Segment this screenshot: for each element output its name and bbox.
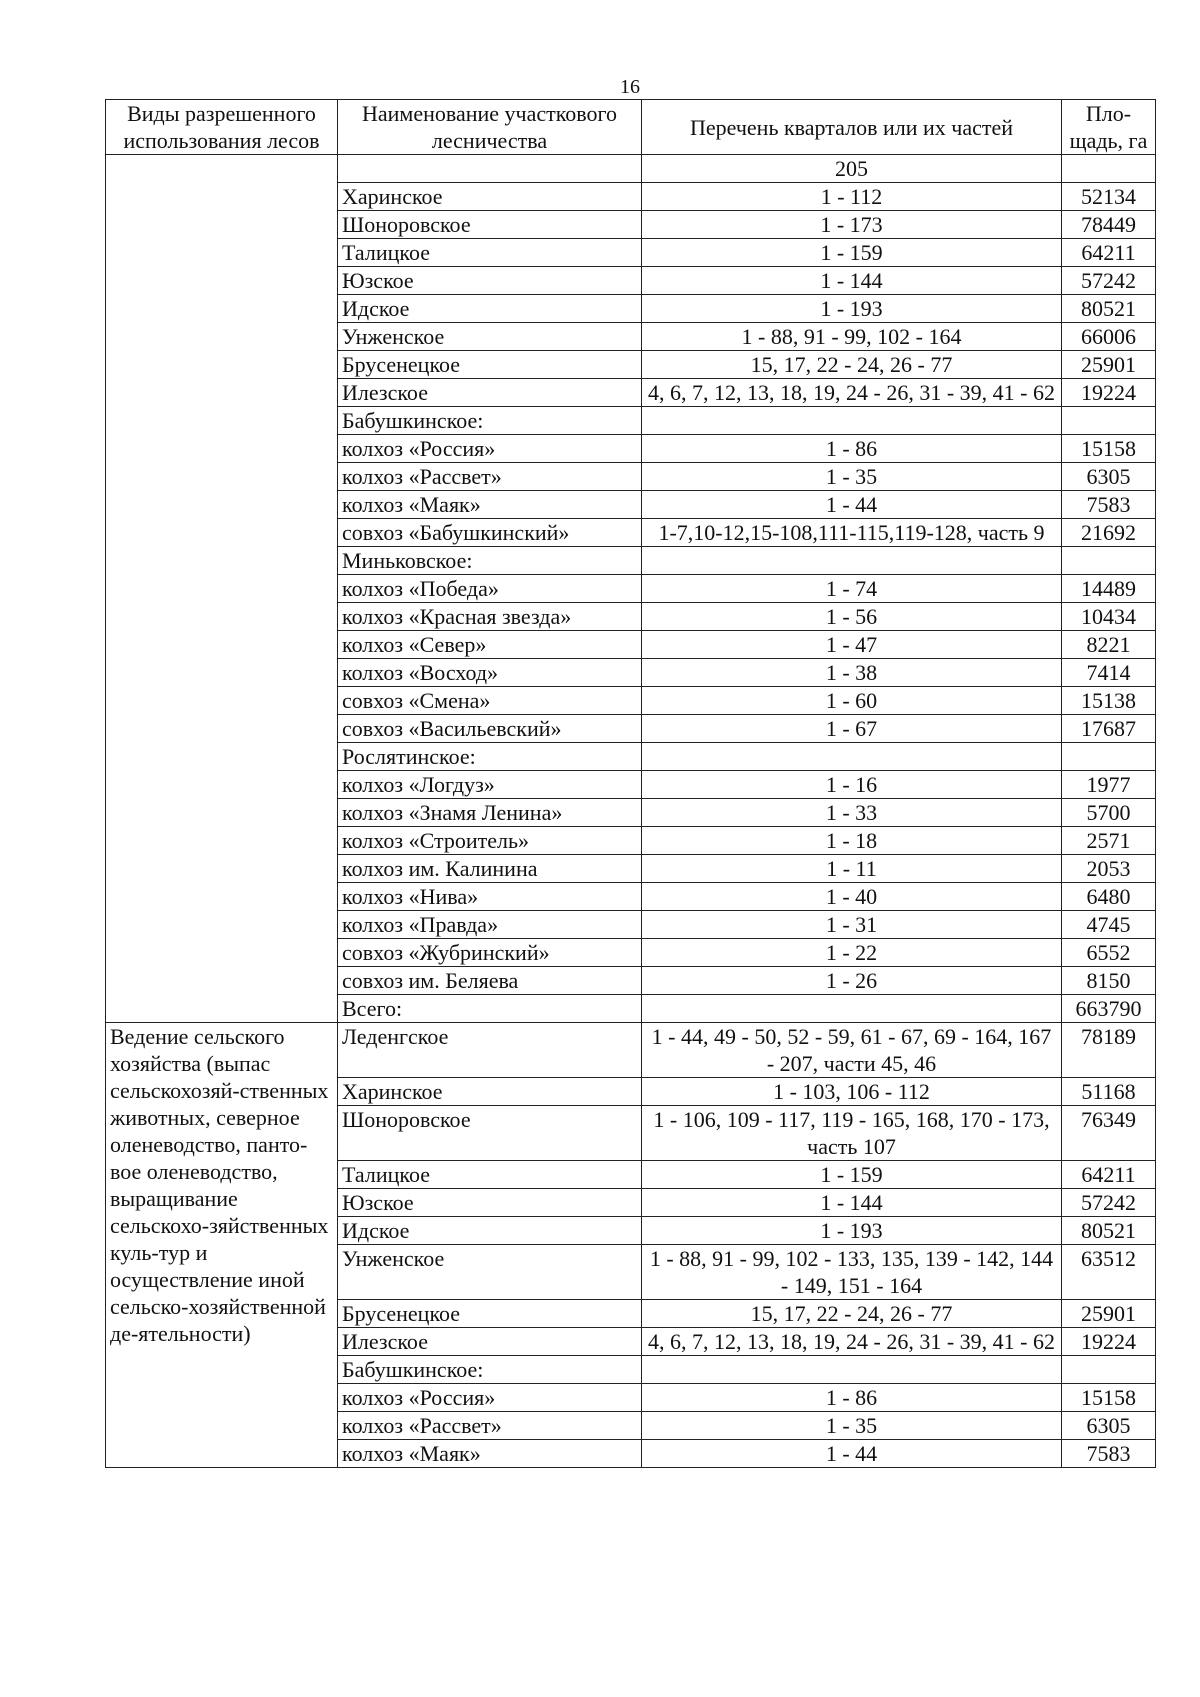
quarters-cell: 1 - 173 [642,211,1062,239]
area-cell: 21692 [1062,519,1156,547]
use-type-text: Ведение сельского хозяйства (выпас сельскохозяй-ственных животных, северное оленеводство, панто-вое оленеводство, выращивание сельскохо-зяйственных куль-тур и осуществление иной сельско-хозяйственной де-ятельности) [110,1024,329,1346]
quarters-cell: 1 - 16 [642,771,1062,799]
quarters-cell: 1 - 106, 109 - 117, 119 - 165, 168, 170 - 173, часть 107 [642,1106,1062,1161]
forestry-cell: колхоз «Знамя Ленина» [338,799,642,827]
forestry-cell: колхоз «Россия» [338,1384,642,1412]
area-cell: 663790 [1062,995,1156,1023]
forestry-cell: Бабушкинское: [338,407,642,435]
forestry-cell: колхоз «Красная звезда» [338,603,642,631]
quarters-cell: 1 - 86 [642,435,1062,463]
header-row [106,100,1156,155]
quarters-cell: 15, 17, 22 - 24, 26 - 77 [642,351,1062,379]
area-cell: 10434 [1062,603,1156,631]
area-cell: 15158 [1062,435,1156,463]
forestry-cell: Брусенецкое [338,1300,642,1328]
forestry-cell: Всего: [338,995,642,1023]
quarters-cell: 1 - 22 [642,939,1062,967]
quarters-cell: 1 - 18 [642,827,1062,855]
forestry-cell: совхоз «Смена» [338,687,642,715]
area-cell: 80521 [1062,295,1156,323]
forestry-cell: колхоз «Россия» [338,435,642,463]
forestry-cell: Харинское [338,1078,642,1106]
area-cell: 25901 [1062,1300,1156,1328]
forestry-cell: колхоз им. Калинина [338,855,642,883]
area-cell: 51168 [1062,1078,1156,1106]
forestry-cell: Шоноровское [338,211,642,239]
area-cell [1062,547,1156,575]
forestry-cell: Илезское [338,379,642,407]
area-cell: 2053 [1062,855,1156,883]
quarters-cell: 1 - 144 [642,267,1062,295]
quarters-cell: 1 - 193 [642,295,1062,323]
forestry-cell: Талицкое [338,1161,642,1189]
forestry-cell: Идское [338,1217,642,1245]
quarters-cell: 1 - 86 [642,1384,1062,1412]
area-cell: 14489 [1062,575,1156,603]
quarters-cell: 1 - 44 [642,1440,1062,1468]
header-use-type: Виды разрешенного использования лесов [106,100,338,155]
area-cell [1062,743,1156,771]
area-cell: 78449 [1062,211,1156,239]
area-cell: 63512 [1062,1245,1156,1300]
quarters-cell: 1 - 103, 106 - 112 [642,1078,1062,1106]
area-cell: 7583 [1062,491,1156,519]
area-cell: 15138 [1062,687,1156,715]
quarters-cell: 1 - 44, 49 - 50, 52 - 59, 61 - 67, 69 - 164, 167 - 207, части 45, 46 [642,1023,1062,1078]
forestry-cell: Шоноровское [338,1106,642,1161]
forestry-cell: колхоз «Логдуз» [338,771,642,799]
area-cell: 6480 [1062,883,1156,911]
forestry-cell: Унженское [338,323,642,351]
area-cell: 8221 [1062,631,1156,659]
forestry-cell: совхоз «Жубринский» [338,939,642,967]
area-cell: 76349 [1062,1106,1156,1161]
quarters-cell: 1 - 144 [642,1189,1062,1217]
forestry-cell: Юзское [338,267,642,295]
quarters-cell: 4, 6, 7, 12, 13, 18, 19, 24 - 26, 31 - 39, 41 - 62 [642,1328,1062,1356]
quarters-cell: 15, 17, 22 - 24, 26 - 77 [642,1300,1062,1328]
area-cell: 25901 [1062,351,1156,379]
quarters-cell: 1 - 159 [642,239,1062,267]
quarters-cell: 1 - 38 [642,659,1062,687]
forestry-cell: совхоз им. Беляева [338,967,642,995]
area-cell: 57242 [1062,267,1156,295]
area-cell: 64211 [1062,1161,1156,1189]
header-forestry: Наименование участкового лесничества [338,100,642,155]
quarters-cell: 1 - 67 [642,715,1062,743]
forestry-cell: Унженское [338,1245,642,1300]
forestry-cell: Илезское [338,1328,642,1356]
header-quarters: Перечень кварталов или их частей [642,100,1062,155]
quarters-cell: 1 - 159 [642,1161,1062,1189]
quarters-cell: 1 - 33 [642,799,1062,827]
area-cell: 5700 [1062,799,1156,827]
forestry-cell: Талицкое [338,239,642,267]
quarters-cell [642,1356,1062,1384]
quarters-cell [642,407,1062,435]
table-body [106,155,1156,1468]
quarters-cell: 205 [642,155,1062,183]
area-cell [1062,407,1156,435]
forestry-cell: колхоз «Рассвет» [338,463,642,491]
area-cell: 2571 [1062,827,1156,855]
quarters-cell: 1-7,10-12,15-108,111-115,119-128, часть 9 [642,519,1062,547]
forestry-cell: Рослятинское: [338,743,642,771]
quarters-cell: 1 - 44 [642,491,1062,519]
use-type-cell [106,155,338,1023]
area-cell: 52134 [1062,183,1156,211]
area-cell: 64211 [1062,239,1156,267]
table-row [106,155,1156,183]
forestry-cell: колхоз «Север» [338,631,642,659]
area-cell: 7583 [1062,1440,1156,1468]
table-row [106,1023,1156,1078]
area-cell: 19224 [1062,379,1156,407]
forestry-cell: Бабушкинское: [338,1356,642,1384]
area-cell [1062,155,1156,183]
quarters-cell: 1 - 35 [642,463,1062,491]
quarters-cell [642,743,1062,771]
quarters-cell: 1 - 47 [642,631,1062,659]
forestry-cell [338,155,642,183]
quarters-cell: 1 - 112 [642,183,1062,211]
forestry-cell: Юзское [338,1189,642,1217]
forestry-cell: колхоз «Нива» [338,883,642,911]
area-cell: 4745 [1062,911,1156,939]
area-cell: 6305 [1062,463,1156,491]
quarters-cell: 1 - 11 [642,855,1062,883]
quarters-cell: 1 - 40 [642,883,1062,911]
forestry-cell: колхоз «Восход» [338,659,642,687]
forest-use-table [105,99,1156,1468]
forestry-cell: колхоз «Строитель» [338,827,642,855]
area-cell: 19224 [1062,1328,1156,1356]
area-cell [1062,1356,1156,1384]
forestry-cell: Харинское [338,183,642,211]
quarters-cell: 1 - 88, 91 - 99, 102 - 133, 135, 139 - 142, 144 - 149, 151 - 164 [642,1245,1062,1300]
quarters-cell: 1 - 26 [642,967,1062,995]
quarters-cell: 1 - 88, 91 - 99, 102 - 164 [642,323,1062,351]
area-cell: 15158 [1062,1384,1156,1412]
quarters-cell: 1 - 74 [642,575,1062,603]
forestry-cell: колхоз «Победа» [338,575,642,603]
quarters-cell [642,995,1062,1023]
quarters-cell: 1 - 193 [642,1217,1062,1245]
header-area: Пло-щадь, га [1062,100,1156,155]
quarters-cell [642,547,1062,575]
area-cell: 1977 [1062,771,1156,799]
forestry-cell: колхоз «Маяк» [338,491,642,519]
area-cell: 57242 [1062,1189,1156,1217]
quarters-cell: 4, 6, 7, 12, 13, 18, 19, 24 - 26, 31 - 39, 41 - 62 [642,379,1062,407]
use-type-cell [106,1023,338,1468]
area-cell: 8150 [1062,967,1156,995]
area-cell: 78189 [1062,1023,1156,1078]
forestry-cell: совхоз «Бабушкинский» [338,519,642,547]
forestry-cell: Идское [338,295,642,323]
quarters-cell: 1 - 56 [642,603,1062,631]
area-cell: 66006 [1062,323,1156,351]
quarters-cell: 1 - 31 [642,911,1062,939]
forestry-cell: Брусенецкое [338,351,642,379]
area-cell: 6552 [1062,939,1156,967]
page-number: 16 [620,76,640,98]
area-cell: 6305 [1062,1412,1156,1440]
forestry-cell: колхоз «Правда» [338,911,642,939]
area-cell: 80521 [1062,1217,1156,1245]
forestry-cell: колхоз «Маяк» [338,1440,642,1468]
area-cell: 17687 [1062,715,1156,743]
area-cell: 7414 [1062,659,1156,687]
forestry-cell: Миньковское: [338,547,642,575]
forestry-cell: совхоз «Васильевский» [338,715,642,743]
forestry-cell: Леденгское [338,1023,642,1078]
forestry-cell: колхоз «Рассвет» [338,1412,642,1440]
quarters-cell: 1 - 35 [642,1412,1062,1440]
quarters-cell: 1 - 60 [642,687,1062,715]
